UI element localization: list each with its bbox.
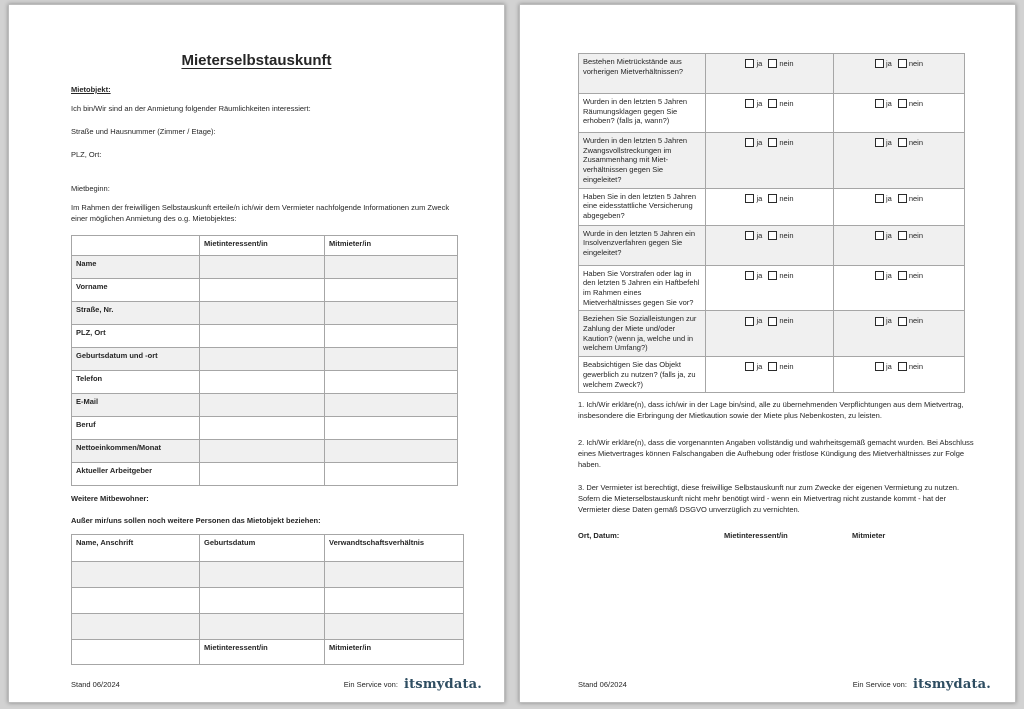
service-label: Ein Service von: bbox=[343, 680, 398, 689]
signature-applicant: Mietinteressent/in bbox=[724, 531, 788, 540]
page-2 bbox=[519, 4, 1016, 703]
input-cell-cotenant[interactable] bbox=[325, 371, 458, 394]
input-cell-applicant[interactable] bbox=[200, 325, 325, 348]
checkbox-nein[interactable] bbox=[898, 138, 907, 147]
input-cell-cotenant[interactable] bbox=[325, 394, 458, 417]
input-cell-birthdate[interactable] bbox=[200, 562, 325, 588]
page-1 bbox=[8, 4, 505, 703]
input-cell-applicant[interactable] bbox=[200, 348, 325, 371]
itsmydata-logo: itsmydata. bbox=[403, 677, 482, 692]
version-stamp: Stand 06/2024 bbox=[71, 680, 120, 689]
checkbox-ja[interactable] bbox=[875, 271, 884, 280]
input-cell-birthdate[interactable] bbox=[200, 588, 325, 614]
checkbox-pair bbox=[875, 362, 923, 372]
input-cell-name[interactable] bbox=[72, 562, 200, 588]
input-cell-name[interactable] bbox=[72, 614, 200, 640]
question-row bbox=[579, 133, 965, 189]
nein-label: nein bbox=[908, 193, 924, 203]
answer-cell-applicant bbox=[706, 94, 834, 133]
nein-label: nein bbox=[908, 230, 924, 240]
signature-mitmieter: Mitmieter/in bbox=[325, 640, 464, 665]
checkbox-nein[interactable] bbox=[768, 271, 777, 280]
answer-cell-cotenant bbox=[834, 357, 965, 393]
row-label: Geburtsdatum und -ort bbox=[72, 348, 200, 371]
input-cell-applicant[interactable] bbox=[200, 463, 325, 486]
table-row bbox=[72, 256, 458, 279]
nein-label: nein bbox=[908, 99, 924, 108]
input-cell-applicant[interactable] bbox=[200, 302, 325, 325]
checkbox-pair bbox=[745, 59, 793, 69]
page-title: Mieterselbstauskunft bbox=[181, 52, 332, 69]
checkbox-ja[interactable] bbox=[745, 138, 754, 147]
service-credit bbox=[344, 677, 482, 692]
answer-cell-cotenant bbox=[834, 265, 965, 311]
ja-label: ja bbox=[756, 193, 763, 203]
nein-label: nein bbox=[908, 59, 924, 68]
row-label: Beruf bbox=[72, 417, 200, 440]
checkbox-pair bbox=[875, 99, 923, 109]
intro-line: Ich bin/Wir sind an der Anmietung folgender Räumlichkeiten interessiert: bbox=[71, 104, 311, 113]
cohabitants-heading: Weitere Mitbewohner: bbox=[71, 494, 149, 503]
nein-label: nein bbox=[779, 270, 794, 280]
ja-label: ja bbox=[756, 99, 763, 108]
table-row bbox=[72, 440, 458, 463]
checkbox-ja[interactable] bbox=[875, 231, 884, 240]
answer-cell-applicant bbox=[706, 265, 834, 311]
table-row bbox=[72, 348, 458, 371]
cohabitants-signature-body bbox=[72, 640, 464, 665]
checkbox-ja[interactable] bbox=[745, 317, 754, 326]
answer-cell-cotenant bbox=[834, 54, 965, 94]
ja-label: ja bbox=[756, 230, 763, 240]
applicant-header-row bbox=[72, 236, 458, 256]
nein-label: nein bbox=[779, 138, 794, 147]
cohabitants-subheading: Außer mir/uns sollen noch weitere Personen das Mietobjekt beziehen: bbox=[71, 516, 321, 525]
answer-cell-applicant bbox=[706, 133, 834, 189]
checkbox-pair bbox=[875, 231, 923, 241]
row-label: Telefon bbox=[72, 371, 200, 394]
service-credit bbox=[853, 677, 991, 692]
checkbox-pair bbox=[875, 194, 923, 204]
checkbox-ja[interactable] bbox=[875, 194, 884, 203]
question-row bbox=[579, 94, 965, 133]
declaration-1: 1. Ich/Wir erkläre(n), dass ich/wir in der Lage bin/sind, alle zu übernehmenden Verpflichtungen aus dem Mietvertrag, insbesondere die Erbringung der Mietkaution sowie der Miete plus Nebenkosten, zu leisten. bbox=[578, 400, 964, 421]
answer-cell-cotenant bbox=[834, 133, 965, 189]
mietobjekt-heading: Mietobjekt: bbox=[71, 85, 111, 94]
nein-label: nein bbox=[908, 138, 924, 147]
checkbox-pair bbox=[875, 138, 923, 148]
input-cell-applicant[interactable] bbox=[200, 371, 325, 394]
answer-cell-applicant bbox=[706, 188, 834, 225]
header-verwandtschaft: Verwandtschaftsverhältnis bbox=[325, 535, 464, 562]
checkbox-ja[interactable] bbox=[875, 138, 884, 147]
row-label: E-Mail bbox=[72, 394, 200, 417]
row-label: PLZ, Ort bbox=[72, 325, 200, 348]
row-label: Name bbox=[72, 256, 200, 279]
answer-cell-applicant bbox=[706, 225, 834, 265]
table-row bbox=[72, 588, 464, 614]
checkbox-pair bbox=[745, 138, 793, 148]
question-row bbox=[579, 54, 965, 94]
header-geburtsdatum: Geburtsdatum bbox=[200, 535, 325, 562]
ja-label: ja bbox=[756, 59, 763, 68]
questions-table bbox=[578, 53, 965, 393]
checkbox-nein[interactable] bbox=[768, 231, 777, 240]
page1-footer bbox=[71, 677, 482, 692]
input-cell-cotenant[interactable] bbox=[325, 279, 458, 302]
input-cell-birthdate[interactable] bbox=[200, 614, 325, 640]
checkbox-nein[interactable] bbox=[898, 194, 907, 203]
checkbox-ja[interactable] bbox=[745, 59, 754, 68]
checkbox-nein[interactable] bbox=[768, 138, 777, 147]
checkbox-ja[interactable] bbox=[875, 362, 884, 371]
checkbox-pair bbox=[875, 271, 923, 281]
declaration-2: 2. Ich/Wir erkläre(n), dass die vorgenannten Angaben vollständig und wahrheitsgemäß gemacht wurden. Bei Abschluss eines Mietvertrages können Falschangaben die Aufhebung oder fristlose Kündigung des Mietverhältnisses zur Folge haben. bbox=[578, 438, 974, 470]
checkbox-pair bbox=[745, 316, 793, 326]
input-cell-cotenant[interactable] bbox=[325, 325, 458, 348]
checkbox-ja[interactable] bbox=[875, 59, 884, 68]
checkbox-ja[interactable] bbox=[875, 99, 884, 108]
checkbox-nein[interactable] bbox=[898, 59, 907, 68]
table-row bbox=[72, 279, 458, 302]
nein-label: nein bbox=[779, 59, 794, 68]
ja-label: ja bbox=[885, 270, 892, 280]
table-row bbox=[72, 417, 458, 440]
checkbox-nein[interactable] bbox=[898, 231, 907, 240]
question-text: Haben Sie Vorstrafen oder lag in den letzten 5 Jahren ein Haftbefehl im Rahmen eines Mietverhältnisses gegen Sie vor? bbox=[579, 265, 706, 311]
questions-table-body bbox=[579, 54, 965, 393]
question-text: Beabsichtigen Sie das Objekt gewerblich zu nutzen? (falls ja, zu welchem Zweck?) bbox=[579, 357, 706, 393]
checkbox-ja[interactable] bbox=[745, 271, 754, 280]
nein-label: nein bbox=[779, 230, 794, 240]
checkbox-pair bbox=[875, 59, 923, 69]
input-cell-name[interactable] bbox=[72, 588, 200, 614]
ja-label: ja bbox=[756, 270, 763, 280]
answer-cell-applicant bbox=[706, 54, 834, 94]
checkbox-nein[interactable] bbox=[768, 317, 777, 326]
ja-label: ja bbox=[885, 138, 892, 147]
checkbox-nein[interactable] bbox=[898, 99, 907, 108]
checkbox-ja[interactable] bbox=[875, 317, 884, 326]
question-text: Bestehen Mietrückstände aus vorherigen Mietverhältnissen? bbox=[579, 54, 706, 94]
answer-cell-cotenant bbox=[834, 225, 965, 265]
signature-place-date: Ort, Datum: bbox=[578, 531, 620, 540]
question-row bbox=[579, 225, 965, 265]
checkbox-ja[interactable] bbox=[745, 99, 754, 108]
nein-label: nein bbox=[779, 193, 794, 203]
nein-label: nein bbox=[908, 316, 924, 326]
question-row bbox=[579, 188, 965, 225]
checkbox-nein[interactable] bbox=[768, 59, 777, 68]
nein-label: nein bbox=[908, 270, 924, 280]
answer-cell-applicant bbox=[706, 357, 834, 393]
checkbox-pair bbox=[745, 99, 793, 109]
question-row bbox=[579, 357, 965, 393]
input-cell-cotenant[interactable] bbox=[325, 256, 458, 279]
signature-mietinteressent: Mietinteressent/in bbox=[200, 640, 325, 665]
input-cell-relation[interactable] bbox=[325, 588, 464, 614]
table-row bbox=[72, 463, 458, 486]
table-row bbox=[72, 562, 464, 588]
checkbox-ja[interactable] bbox=[745, 194, 754, 203]
cohabitants-header-row bbox=[72, 535, 464, 562]
page2-footer bbox=[578, 677, 991, 692]
start-line: Mietbeginn: bbox=[71, 184, 110, 193]
disclaimer-paragraph: Im Rahmen der freiwilligen Selbstauskunft erteile/n ich/wir dem Vermieter nachfolgende Informationen zum Zweck einer möglichen Anmietung des o.g. Mietobjektes: bbox=[71, 203, 450, 223]
question-row bbox=[579, 311, 965, 357]
checkbox-pair bbox=[745, 231, 793, 241]
checkbox-pair bbox=[745, 271, 793, 281]
checkbox-nein[interactable] bbox=[898, 271, 907, 280]
table-row bbox=[72, 371, 458, 394]
table-row bbox=[72, 302, 458, 325]
nein-label: nein bbox=[908, 362, 924, 372]
answer-cell-cotenant bbox=[834, 188, 965, 225]
header-mitmieter: Mitmieter/in bbox=[325, 236, 458, 256]
ja-label: ja bbox=[756, 362, 763, 372]
input-cell-relation[interactable] bbox=[325, 562, 464, 588]
input-cell-cotenant[interactable] bbox=[325, 463, 458, 486]
signature-empty-cell[interactable] bbox=[72, 640, 200, 665]
applicant-table-body bbox=[72, 236, 458, 486]
question-text: Haben Sie in den letzten 5 Jahren eine eidesstattliche Versicherung abgegeben? bbox=[579, 188, 706, 225]
question-row bbox=[579, 265, 965, 311]
input-cell-cotenant[interactable] bbox=[325, 440, 458, 463]
row-label: Vorname bbox=[72, 279, 200, 302]
declaration-3: 3. Der Vermieter ist berechtigt, diese freiwillige Selbstauskunft nur zum Zwecke der eigenen Vermietung zu nutzen. Sofern die Mieterselbstauskunft nicht mehr benötigt wird - wenn ein Mietvertrag nicht zustande kommt - hat der Vermieter diese Daten gemäß DSGVO unverzüglich zu vernichten. bbox=[578, 483, 960, 515]
question-text: Beziehen Sie Sozialleistungen zur Zahlung der Miete und/oder Kaution? (wenn ja, welche und in welchem Umfang?) bbox=[579, 311, 706, 357]
table-row bbox=[72, 394, 458, 417]
header-mietinteressent: Mietinteressent/in bbox=[200, 236, 325, 256]
checkbox-pair bbox=[875, 316, 923, 326]
ja-label: ja bbox=[885, 193, 892, 203]
ja-label: ja bbox=[756, 138, 763, 147]
input-cell-applicant[interactable] bbox=[200, 279, 325, 302]
question-text: Wurden in den letzten 5 Jahren Räumungsklagen gegen Sie erhoben? (falls ja, wann?) bbox=[579, 94, 706, 133]
service-label: Ein Service von: bbox=[852, 680, 907, 689]
ja-label: ja bbox=[885, 316, 892, 326]
street-line: Straße und Hausnummer (Zimmer / Etage): bbox=[71, 127, 216, 136]
checkbox-ja[interactable] bbox=[745, 362, 754, 371]
input-cell-cotenant[interactable] bbox=[325, 302, 458, 325]
nein-label: nein bbox=[779, 362, 794, 372]
signature-row bbox=[72, 640, 464, 665]
answer-cell-cotenant bbox=[834, 311, 965, 357]
cohabitants-table bbox=[71, 534, 464, 665]
ja-label: ja bbox=[885, 362, 892, 372]
signature-cotenant: Mitmieter bbox=[852, 531, 886, 540]
input-cell-relation[interactable] bbox=[325, 614, 464, 640]
ja-label: ja bbox=[756, 316, 763, 326]
city-line: PLZ, Ort: bbox=[71, 150, 102, 159]
answer-cell-applicant bbox=[706, 311, 834, 357]
cohabitants-table-body bbox=[72, 535, 464, 640]
itsmydata-logo: itsmydata. bbox=[912, 677, 991, 692]
checkbox-pair bbox=[745, 194, 793, 204]
checkbox-pair bbox=[745, 362, 793, 372]
input-cell-applicant[interactable] bbox=[200, 417, 325, 440]
input-cell-applicant[interactable] bbox=[200, 394, 325, 417]
table-row bbox=[72, 614, 464, 640]
row-label: Nettoeinkommen/Monat bbox=[72, 440, 200, 463]
table-row bbox=[72, 325, 458, 348]
ja-label: ja bbox=[885, 59, 892, 68]
question-text: Wurde in den letzten 5 Jahren ein Insolvenzverfahren gegen Sie eingeleitet? bbox=[579, 225, 706, 265]
ja-label: ja bbox=[885, 230, 892, 240]
header-empty-cell bbox=[72, 236, 200, 256]
input-cell-cotenant[interactable] bbox=[325, 348, 458, 371]
input-cell-applicant[interactable] bbox=[200, 440, 325, 463]
input-cell-cotenant[interactable] bbox=[325, 417, 458, 440]
checkbox-nein[interactable] bbox=[768, 99, 777, 108]
applicant-table bbox=[71, 235, 458, 486]
input-cell-applicant[interactable] bbox=[200, 256, 325, 279]
checkbox-nein[interactable] bbox=[898, 362, 907, 371]
row-label: Aktueller Arbeitgeber bbox=[72, 463, 200, 486]
checkbox-nein[interactable] bbox=[768, 194, 777, 203]
nein-label: nein bbox=[779, 316, 794, 326]
checkbox-ja[interactable] bbox=[745, 231, 754, 240]
ja-label: ja bbox=[885, 99, 892, 108]
row-label: Straße, Nr. bbox=[72, 302, 200, 325]
checkbox-nein[interactable] bbox=[898, 317, 907, 326]
checkbox-nein[interactable] bbox=[768, 362, 777, 371]
question-text: Wurden in den letzten 5 Jahren Zwangsvollstreckungen im Zusammenhang mit Miet-verhältnissen gegen Sie eingeleitet? bbox=[579, 133, 706, 189]
answer-cell-cotenant bbox=[834, 94, 965, 133]
version-stamp: Stand 06/2024 bbox=[578, 680, 627, 689]
header-name-anschrift: Name, Anschrift bbox=[72, 535, 200, 562]
nein-label: nein bbox=[779, 99, 794, 108]
